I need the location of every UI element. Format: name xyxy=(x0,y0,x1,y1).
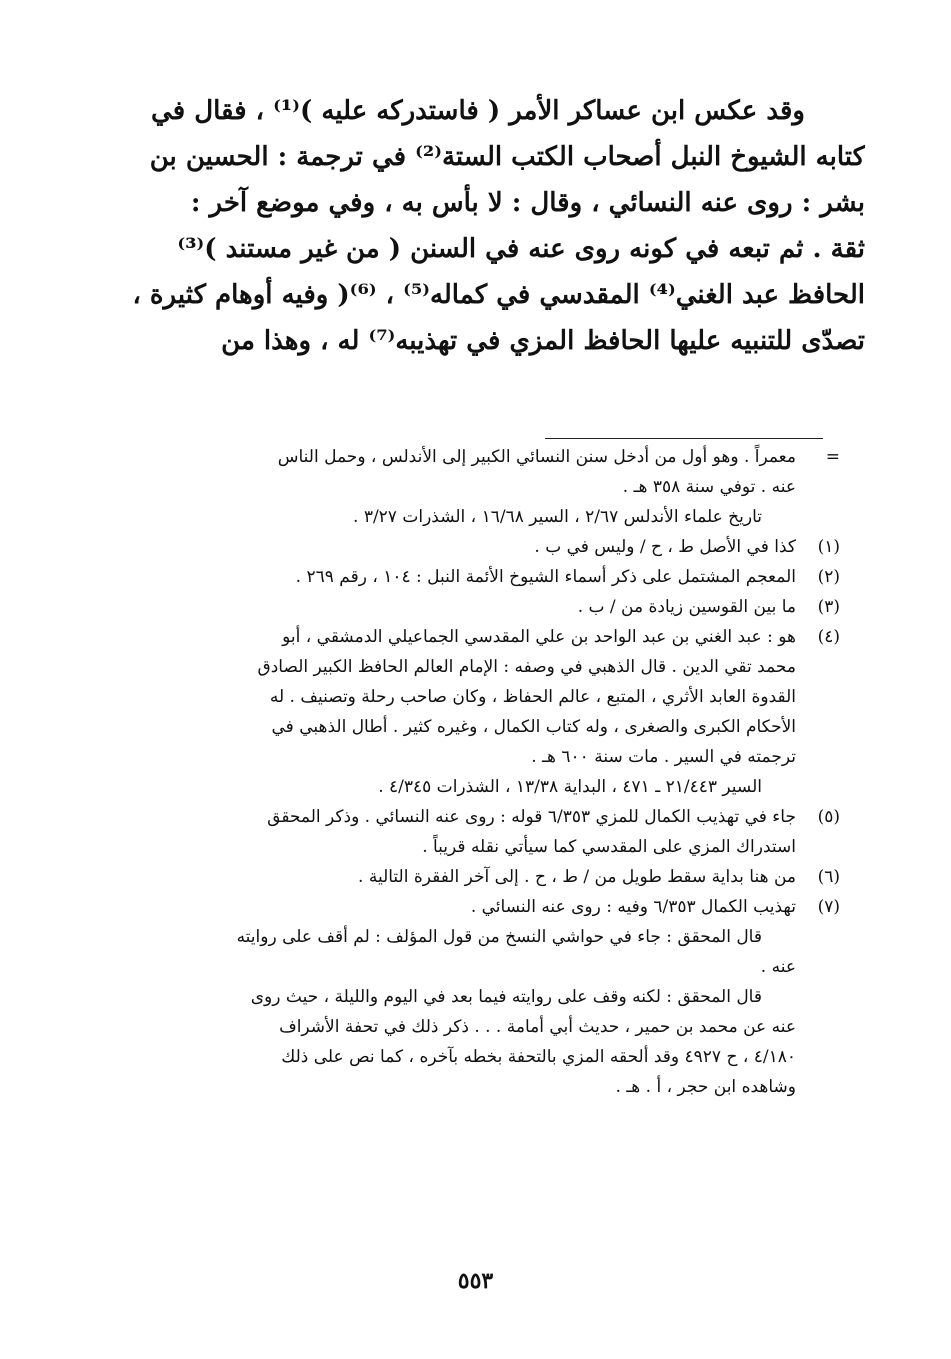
main-line: تصدّى للتنبيه عليها الحافظ المزي في تهذيبه⁽⁷⁾ له ، وهذا من xyxy=(221,326,865,356)
main-line: الحافظ عبد الغني⁽⁴⁾ المقدسي في كماله⁽⁵⁾ ، ⁽⁶⁾( وفيه أوهام كثيرة ، xyxy=(132,280,865,310)
main-line: بشر : روى عنه النسائي ، وقال : لا بأس به ، وفي موضع آخر : xyxy=(190,188,865,218)
footnote-line: ما بين القوسين زيادة من / ب . xyxy=(577,597,796,617)
footnote-marker: (٢) xyxy=(817,567,840,587)
footnote-line: من هنا بداية سقط طويل من / ط ، ح . إلى آخر الفقرة التالية . xyxy=(358,867,796,887)
footnote-line: وشاهده ابن حجر ، أ . هـ . xyxy=(615,1077,796,1097)
footnote-continuation xyxy=(128,442,840,472)
footnote-line: المعجم المشتمل على ذكر أسماء الشيوخ الأئمة النبل : ١٠٤ ، رقم ٢٦٩ . xyxy=(295,567,796,587)
footnote-line: قال المحقق : جاء في حواشي النسخ من قول المؤلف : لم أقف على روايته xyxy=(236,927,762,947)
footnote-line: قال المحقق : لكنه وقف على روايته فيما بعد في اليوم والليلة ، حيث روى xyxy=(250,987,762,1007)
footnote-marker: (١) xyxy=(817,537,840,557)
footnote-marker: (٣) xyxy=(817,597,840,617)
footnote-reference: السير ٢١/٤٤٣ ـ ٤٧١ ، البداية ١٣/٣٨ ، الشذرات ٤/٣٤٥ . xyxy=(378,777,762,797)
main-line: وقد عكس ابن عساكر الأمر ( فاستدركه عليه )⁽¹⁾ ، فقال في xyxy=(151,96,805,126)
footnote-6 xyxy=(128,862,840,892)
footnote-marker: (٥) xyxy=(817,807,840,827)
footnotes xyxy=(128,442,840,1102)
footnote-line: كذا في الأصل ط ، ح / وليس في ب . xyxy=(534,537,796,557)
footnote-line: ٤/١٨٠ ، ح ٤٩٢٧ وقد ألحقه المزي بالتحفة بخطه بآخره ، كما نص على ذلك xyxy=(281,1047,796,1067)
main-line: ثقة . ثم تبعه في كونه روى عنه في السنن ( من غير مستند )⁽³⁾ xyxy=(177,234,865,264)
footnote-line: محمد تقي الدين . قال الذهبي في وصفه : الإمام العالم الحافظ الكبير الصادق xyxy=(257,657,796,677)
footnote-line: تهذيب الكمال ٦/٣٥٣ وفيه : روى عنه النسائي . xyxy=(470,897,796,917)
footnote-4 xyxy=(128,622,840,652)
footnote-separator xyxy=(545,438,823,439)
footnote-line: هو : عبد الغني بن عبد الواحد بن علي المقدسي الجماعيلي الدمشقي ، أبو xyxy=(282,627,796,647)
footnote-line: استدراك المزي على المقدسي كما سيأتي نقله قريباً . xyxy=(422,837,796,857)
footnote-line: القدوة العابد الأثري ، المتبع ، عالم الحفاظ ، وكان صاحب رحلة وتصنيف . له xyxy=(269,687,796,707)
main-line: كتابه الشيوخ النبل أصحاب الكتب الستة⁽²⁾ في ترجمة : الحسين بن xyxy=(149,142,865,172)
footnote-2 xyxy=(128,562,840,592)
page-number: ٥٥٣ xyxy=(457,1268,494,1294)
footnote-line: عنه عن محمد بن حمير ، حديث أبي أمامة . . . ذكر ذلك في تحفة الأشراف xyxy=(279,1017,796,1037)
footnote-line: معمراً . وهو أول من أدخل سنن النسائي الكبير إلى الأندلس ، وحمل الناس xyxy=(277,447,796,467)
main-text xyxy=(130,88,865,364)
footnote-line: عنه . توفي سنة ٣٥٨ هـ . xyxy=(622,477,796,497)
footnote-marker: (٧) xyxy=(817,897,840,917)
footnote-marker: (٦) xyxy=(817,867,840,887)
footnote-line: ترجمته في السير . مات سنة ٦٠٠ هـ . xyxy=(531,747,796,767)
footnote-3 xyxy=(128,592,840,622)
footnote-line: جاء في تهذيب الكمال للمزي ٦/٣٥٣ قوله : روى عنه النسائي . وذكر المحقق xyxy=(267,807,796,827)
continuation-marker: = xyxy=(825,447,840,467)
footnote-marker: (٤) xyxy=(817,627,840,647)
footnote-line: الأحكام الكبرى والصغرى ، وله كتاب الكمال ، وغيره كثير . أطال الذهبي في xyxy=(271,717,796,737)
footnote-5 xyxy=(128,802,840,832)
footnote-line: عنه . xyxy=(760,957,796,977)
footnote-reference: تاريخ علماء الأندلس ٢/٦٧ ، السير ١٦/٦٨ ، الشذرات ٣/٢٧ . xyxy=(353,507,762,527)
footnote-7 xyxy=(128,892,840,922)
footnote-1 xyxy=(128,532,840,562)
